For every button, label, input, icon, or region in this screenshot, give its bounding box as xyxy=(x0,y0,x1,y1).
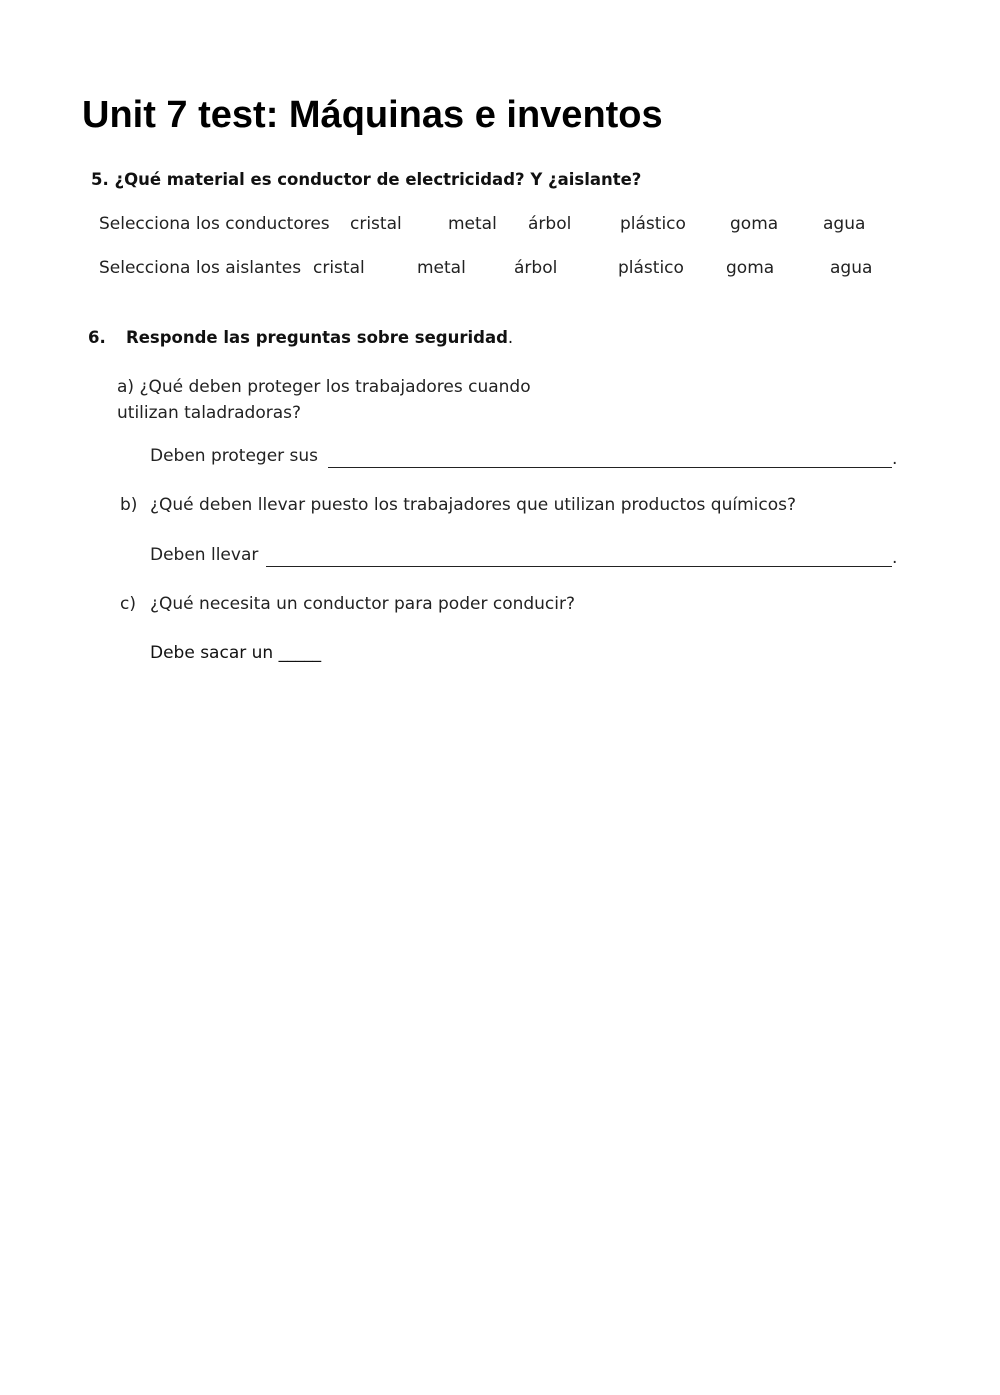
answer-6b-blank[interactable] xyxy=(266,546,892,567)
answer-6a-period: . xyxy=(892,449,898,469)
answer-6c-prefix: Debe sacar un xyxy=(150,643,274,663)
question-6a xyxy=(117,374,577,426)
conductor-option-plastico[interactable]: plástico xyxy=(620,214,686,234)
conductor-option-metal[interactable]: metal xyxy=(448,214,497,234)
question-6c xyxy=(120,594,575,614)
insulator-option-agua[interactable]: agua xyxy=(830,258,873,278)
answer-6c-blank[interactable]: _____ xyxy=(278,643,322,663)
question-6b-letter: b) xyxy=(120,495,138,515)
page-title: Unit 7 test: Máquinas e inventos xyxy=(82,94,663,136)
question-6c-text: ¿Qué necesita un conductor para poder conducir? xyxy=(150,594,576,614)
conductor-option-agua[interactable]: agua xyxy=(823,214,866,234)
insulators-row-label: Selecciona los aislantes xyxy=(99,258,302,278)
conductor-option-arbol[interactable]: árbol xyxy=(528,214,572,234)
question-6-number: 6. xyxy=(88,328,106,347)
answer-6b-period: . xyxy=(892,548,898,568)
answer-6a-prefix: Deben proteger sus xyxy=(150,446,319,466)
conductor-option-cristal[interactable]: cristal xyxy=(350,214,402,234)
question-6-heading-text: Responde las preguntas sobre seguridad xyxy=(126,328,508,347)
question-6b-text: ¿Qué deben llevar puesto los trabajadores que utilizan productos químicos? xyxy=(150,495,796,515)
answer-6b-prefix: Deben llevar xyxy=(150,545,259,565)
question-6b xyxy=(120,495,796,515)
question-6a-text: ¿Qué deben proteger los trabajadores cuando utilizan taladradoras? xyxy=(117,377,531,423)
question-6-heading-period: . xyxy=(507,328,514,347)
insulator-option-arbol[interactable]: árbol xyxy=(514,258,558,278)
question-6c-letter: c) xyxy=(120,594,136,614)
insulator-option-metal[interactable]: metal xyxy=(417,258,466,278)
question-6a-letter: a) xyxy=(117,377,135,397)
insulator-option-goma[interactable]: goma xyxy=(726,258,775,278)
conductor-option-goma[interactable]: goma xyxy=(730,214,779,234)
question-5-heading: 5. ¿Qué material es conductor de electricidad? Y ¿aislante? xyxy=(91,170,642,189)
conductors-row-label: Selecciona los conductores xyxy=(99,214,330,234)
answer-6c xyxy=(150,643,321,663)
insulator-option-plastico[interactable]: plástico xyxy=(618,258,684,278)
question-6-heading xyxy=(88,328,513,347)
answer-6a-blank[interactable] xyxy=(328,447,892,468)
insulator-option-cristal[interactable]: cristal xyxy=(313,258,365,278)
